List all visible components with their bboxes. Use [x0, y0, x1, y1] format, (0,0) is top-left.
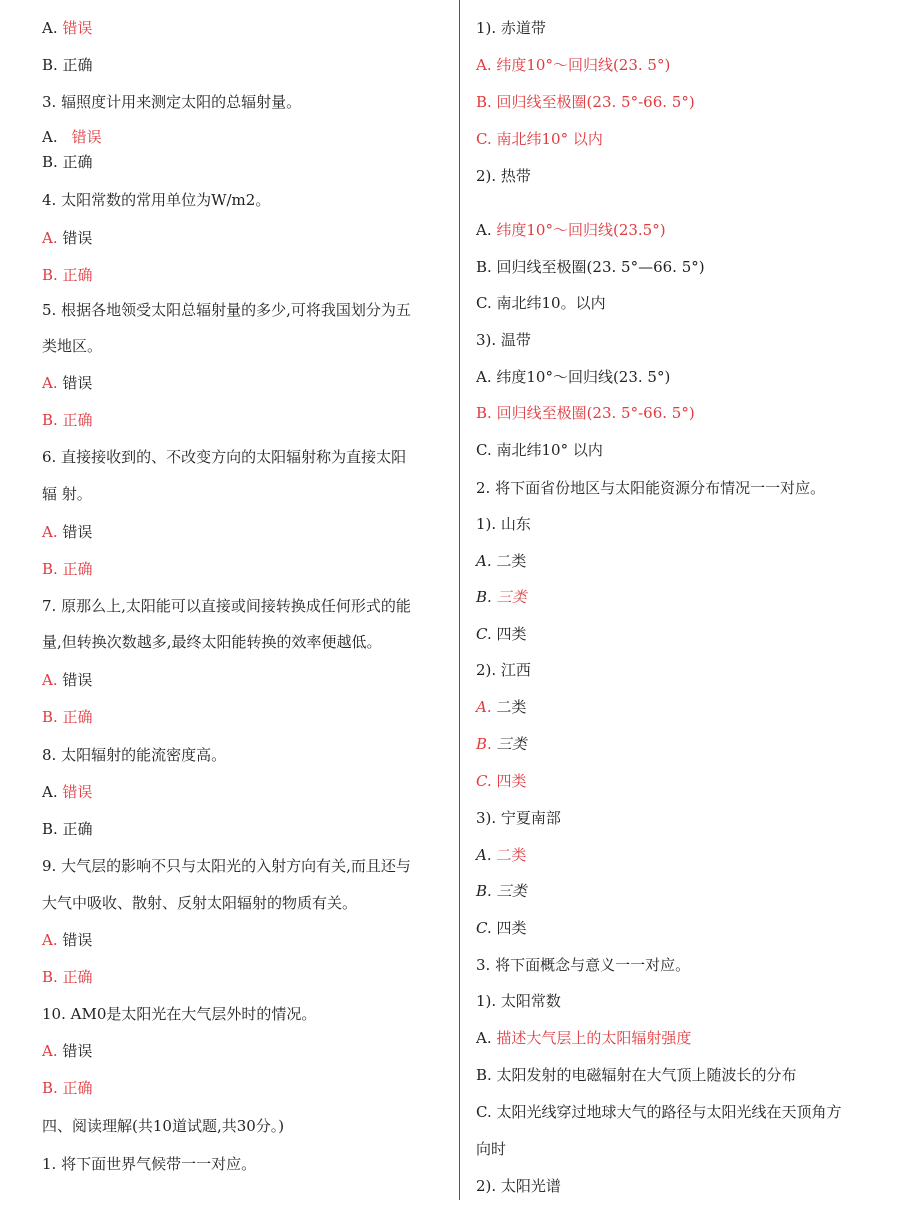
column-divider [459, 0, 460, 1200]
q4-option-b: B. 正确 [42, 266, 93, 284]
question-7-cont: 量,但转换次数越多,最终太阳能转换的效率便越低。 [42, 633, 382, 651]
q8-option-a: A. 错误 [42, 783, 93, 801]
question-7: 7. 原那么上,太阳能可以直接或间接转换成任何形式的能 [42, 597, 411, 615]
temperate-option-b: B. 回归线至极圈(23. 5°-66. 5°) [476, 404, 695, 422]
jiangxi-option-c: C. 四类 [476, 772, 527, 790]
q2-option-a-text: 错误 [62, 19, 93, 37]
q3-option-a: A. 错误 [42, 128, 102, 146]
sub-question-equator: 1). 赤道带 [476, 19, 546, 37]
question-9-cont: 大气中吸收、散射、反射太阳辐射的物质有关。 [42, 894, 358, 912]
q6-option-a: A. 错误 [42, 523, 93, 541]
ningxia-option-b: B. 三类 [476, 882, 527, 900]
shandong-option-c: C. 四类 [476, 625, 527, 643]
question-3: 3. 辐照度计用来测定太阳的总辐射量。 [42, 93, 302, 111]
sub-question-shandong: 1). 山东 [476, 515, 531, 533]
solar-constant-option-c: C. 太阳光线穿过地球大气的路径与太阳光线在天顶角方 [476, 1103, 842, 1121]
question-10: 10. AM0是太阳光在大气层外时的情况。 [42, 1005, 317, 1023]
q7-option-b: B. 正确 [42, 708, 93, 726]
shandong-option-a: A. 二类 [476, 552, 527, 570]
q5-option-a: A. 错误 [42, 374, 93, 392]
ningxia-option-a: A. 二类 [476, 846, 527, 864]
tropics-option-a: A. 纬度10°～回归线(23.5°) [476, 221, 666, 239]
q10-option-b: B. 正确 [42, 1079, 93, 1097]
equator-option-a: A. 纬度10°～回归线(23. 5°) [476, 56, 671, 74]
q3-option-b: B. 正确 [42, 153, 93, 171]
question-6-cont: 辐 射。 [42, 485, 92, 503]
q5-option-b: B. 正确 [42, 411, 93, 429]
sub-question-tropics: 2). 热带 [476, 167, 531, 185]
reading-question-1: 1. 将下面世界气候带一一对应。 [42, 1155, 257, 1173]
sub-question-temperate: 3). 温带 [476, 331, 531, 349]
equator-option-b: B. 回归线至极圈(23. 5°-66. 5°) [476, 93, 695, 111]
sub-question-ningxia: 3). 宁夏南部 [476, 809, 561, 827]
section-heading: 四、阅读理解(共10道试题,共30分。) [42, 1117, 285, 1135]
shandong-option-b: B. 三类 [476, 588, 527, 606]
solar-constant-option-b: B. 太阳发射的电磁辐射在大气顶上随波长的分布 [476, 1066, 797, 1084]
temperate-option-c: C. 南北纬10° 以内 [476, 441, 603, 459]
question-5: 5. 根据各地领受太阳总辐射量的多少,可将我国划分为五 [42, 301, 411, 319]
jiangxi-option-b: B. 三类 [476, 735, 527, 753]
question-8: 8. 太阳辐射的能流密度高。 [42, 746, 227, 764]
ningxia-option-c: C. 四类 [476, 919, 527, 937]
tropics-option-b: B. 回归线至极圈(23. 5°—66. 5°) [476, 258, 705, 276]
equator-option-c: C. 南北纬10° 以内 [476, 130, 603, 148]
solar-constant-option-c-cont: 向时 [476, 1140, 507, 1158]
reading-question-2: 2. 将下面省份地区与太阳能资源分布情况一一对应。 [476, 479, 826, 497]
sub-question-jiangxi: 2). 江西 [476, 661, 531, 679]
q2-option-a: A. 错误 [42, 19, 93, 37]
question-4: 4. 太阳常数的常用单位为W/m2。 [42, 191, 271, 209]
q4-option-a: A. 错误 [42, 229, 93, 247]
sub-question-solar-constant: 1). 太阳常数 [476, 992, 561, 1010]
q7-option-a: A. 错误 [42, 671, 93, 689]
temperate-option-a: A. 纬度10°～回归线(23. 5°) [476, 368, 671, 386]
q8-option-b: B. 正确 [42, 820, 93, 838]
reading-question-3: 3. 将下面概念与意义一一对应。 [476, 956, 691, 974]
question-6: 6. 直接接收到的、不改变方向的太阳辐射称为直接太阳 [42, 448, 407, 466]
question-9: 9. 大气层的影响不只与太阳光的入射方向有关,而且还与 [42, 857, 411, 875]
q2-option-b: B. 正确 [42, 56, 93, 74]
solar-constant-option-a: A. 描述大气层上的太阳辐射强度 [476, 1029, 692, 1047]
q10-option-a: A. 错误 [42, 1042, 93, 1060]
sub-question-solar-spectrum: 2). 太阳光谱 [476, 1177, 561, 1195]
q6-option-b: B. 正确 [42, 560, 93, 578]
jiangxi-option-a: A. 二类 [476, 698, 527, 716]
tropics-option-c: C. 南北纬10。以内 [476, 294, 606, 312]
q9-option-a: A. 错误 [42, 931, 93, 949]
q9-option-b: B. 正确 [42, 968, 93, 986]
question-5-cont: 类地区。 [42, 337, 103, 355]
